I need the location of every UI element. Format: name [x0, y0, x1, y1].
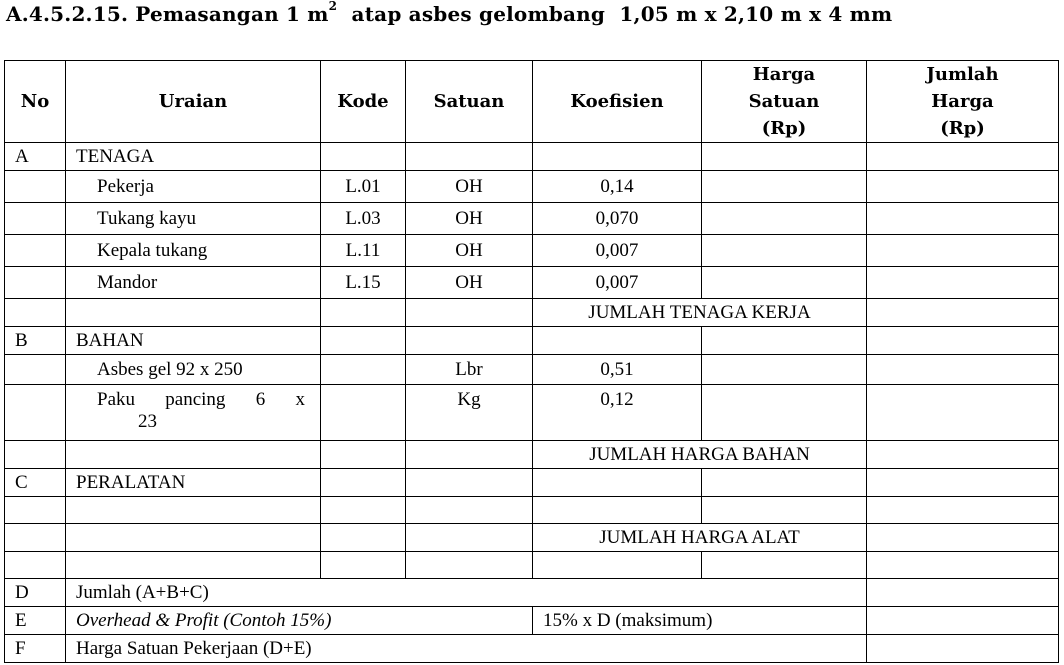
koefisien-cell: 0,070	[533, 203, 702, 235]
satuan-cell: OH	[406, 235, 533, 267]
section-row-a	[5, 143, 1059, 171]
total-row-a	[5, 299, 1059, 327]
table-header-row	[5, 61, 1059, 143]
summary-label: Jumlah (A+B+C)	[66, 579, 867, 607]
summary-no: F	[5, 635, 66, 663]
section-label: PERALATAN	[66, 469, 321, 497]
uraian-cell: Kepala tukang	[66, 235, 321, 267]
uraian-cell: Tukang kayu	[66, 203, 321, 235]
analysis-table	[4, 60, 1059, 663]
uraian-cell: Paku pancing 6 x 23	[66, 385, 321, 441]
koefisien-cell: 0,14	[533, 171, 702, 203]
summary-no: D	[5, 579, 66, 607]
table-row	[5, 235, 1059, 267]
table-row	[5, 171, 1059, 203]
header-koefisien: Koefisien	[533, 61, 702, 143]
koefisien-cell: 0,51	[533, 355, 702, 385]
koefisien-cell: 0,12	[533, 385, 702, 441]
summary-row-e	[5, 607, 1059, 635]
total-label: JUMLAH HARGA BAHAN	[533, 441, 867, 469]
summary-row-f	[5, 635, 1059, 663]
total-row-c	[5, 524, 1059, 552]
page-title: A.4.5.2.15. Pemasangan 1 $m^2$ atap asbes gelombang 1,05 m x 2,10 m x 4 mm	[6, 0, 893, 26]
section-no: C	[5, 469, 66, 497]
section-no: B	[5, 327, 66, 355]
section-row-c	[5, 469, 1059, 497]
header-harga-satuan: Harga Satuan (Rp)	[702, 61, 867, 143]
summary-row-d	[5, 579, 1059, 607]
kode-cell: L.01	[321, 171, 406, 203]
header-jumlah-harga: Jumlah Harga (Rp)	[867, 61, 1059, 143]
kode-cell: L.11	[321, 235, 406, 267]
total-row-b	[5, 441, 1059, 469]
total-label: JUMLAH HARGA ALAT	[533, 524, 867, 552]
header-kode: Kode	[321, 61, 406, 143]
table-row	[5, 267, 1059, 299]
satuan-cell: OH	[406, 171, 533, 203]
kode-cell: L.15	[321, 267, 406, 299]
satuan-cell: Lbr	[406, 355, 533, 385]
uraian-cell: Asbes gel 92 x 250	[66, 355, 321, 385]
header-uraian: Uraian	[66, 61, 321, 143]
summary-label: Overhead & Profit (Contoh 15%)	[66, 607, 533, 635]
table-row	[5, 203, 1059, 235]
table-row	[5, 355, 1059, 385]
kode-cell: L.03	[321, 203, 406, 235]
uraian-cell: Mandor	[66, 267, 321, 299]
table-row	[5, 385, 1059, 441]
header-satuan: Satuan	[406, 61, 533, 143]
summary-value: 15% x D (maksimum)	[533, 607, 867, 635]
section-no: A	[5, 143, 66, 171]
summary-label: Harga Satuan Pekerjaan (D+E)	[66, 635, 867, 663]
table-row	[5, 497, 1059, 524]
satuan-cell: Kg	[406, 385, 533, 441]
section-label: TENAGA	[66, 143, 321, 171]
summary-no: E	[5, 607, 66, 635]
header-no: No	[5, 61, 66, 143]
koefisien-cell: 0,007	[533, 267, 702, 299]
koefisien-cell: 0,007	[533, 235, 702, 267]
total-label: JUMLAH TENAGA KERJA	[533, 299, 867, 327]
table-row	[5, 552, 1059, 579]
uraian-cell: Pekerja	[66, 171, 321, 203]
section-label: BAHAN	[66, 327, 321, 355]
section-row-b	[5, 327, 1059, 355]
satuan-cell: OH	[406, 203, 533, 235]
satuan-cell: OH	[406, 267, 533, 299]
